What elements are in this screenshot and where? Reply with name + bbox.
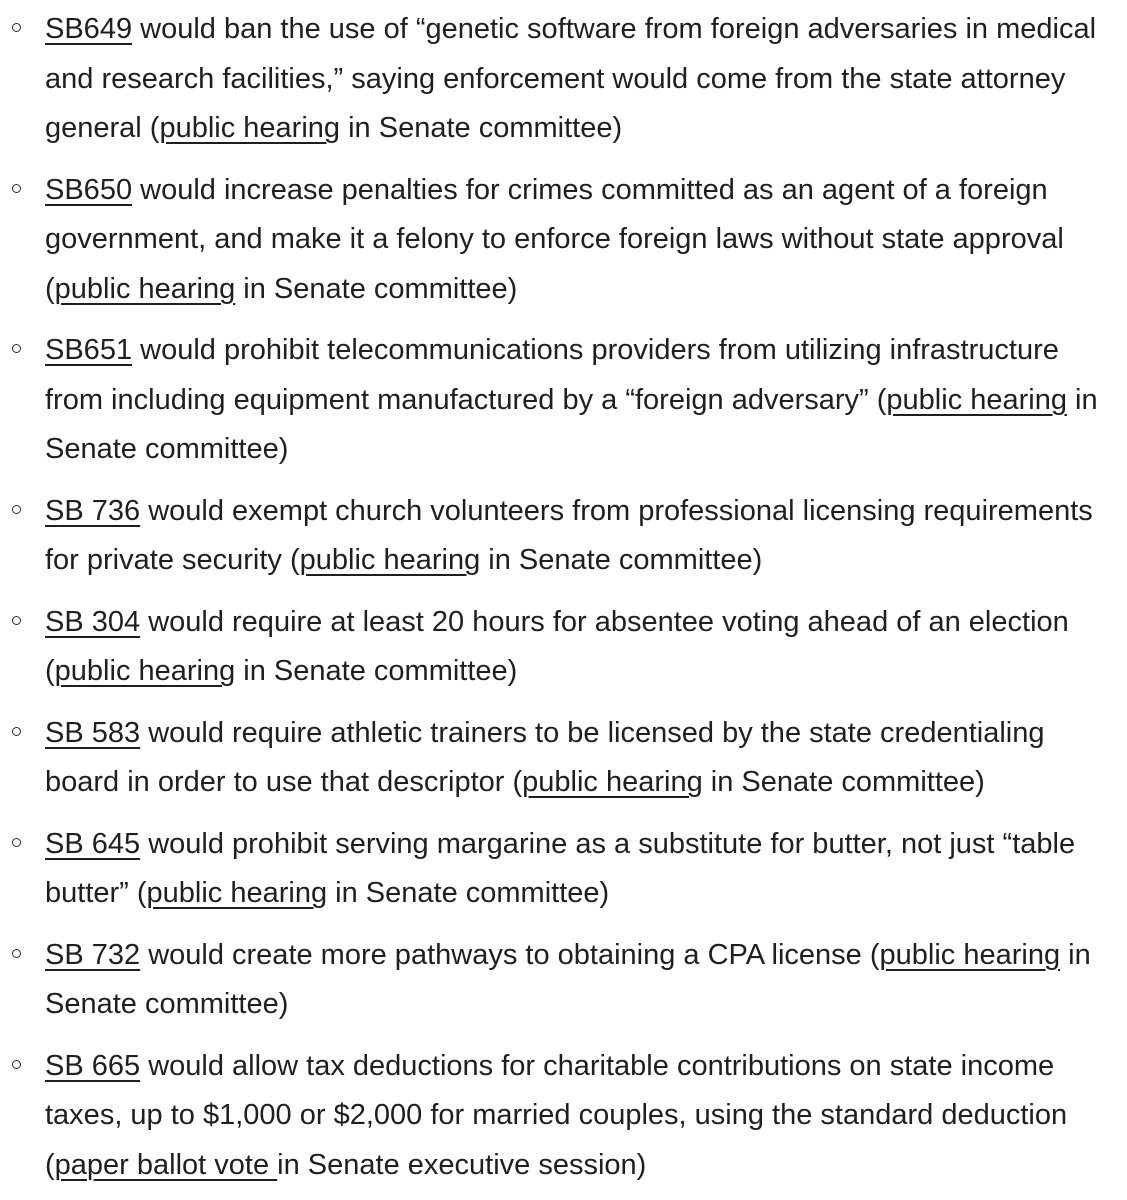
bill-status: in Senate committee) bbox=[327, 877, 610, 909]
list-item bbox=[0, 709, 1127, 808]
bill-status: in Senate committee) bbox=[340, 112, 623, 144]
bill-link[interactable]: SB650 bbox=[45, 173, 133, 206]
hearing-link[interactable]: public hearing bbox=[879, 938, 1061, 971]
list-item bbox=[0, 820, 1127, 919]
bill-status: in Senate committee) bbox=[702, 766, 985, 798]
bill-list bbox=[0, 5, 1127, 1190]
bill-description: would allow tax deductions for charitable contributions on state income taxes, up to $1,000 or $2,000 for married couples, using the standard deduction ( bbox=[45, 1049, 1068, 1181]
hollow-circle-bullet-icon bbox=[12, 616, 21, 625]
bill-status: in Senate committee) bbox=[235, 655, 518, 687]
bill-description: would require at least 20 hours for absentee voting ahead of an election ( bbox=[45, 605, 1069, 687]
hollow-circle-bullet-icon bbox=[12, 1060, 21, 1069]
bill-link[interactable]: SB 665 bbox=[45, 1049, 141, 1082]
bill-description: would prohibit telecommunications providers from utilizing infrastructure from including equipment manufactured by a “foreign adversary” ( bbox=[45, 334, 1059, 416]
bill-link[interactable]: SB 732 bbox=[45, 938, 141, 971]
hollow-circle-bullet-icon bbox=[12, 838, 21, 847]
list-item bbox=[0, 1042, 1127, 1191]
bill-link[interactable]: SB651 bbox=[45, 334, 133, 366]
bill-description: would increase penalties for crimes committed as an agent of a foreign government, and make it a felony to enforce foreign laws without state approval ( bbox=[45, 173, 1064, 305]
hearing-link[interactable]: public hearing bbox=[522, 766, 703, 798]
hollow-circle-bullet-icon bbox=[12, 23, 21, 32]
bill-description: would exempt church volunteers from professional licensing requirements for private security ( bbox=[45, 494, 1093, 576]
bill-link[interactable]: SB 736 bbox=[45, 494, 141, 527]
hearing-link[interactable]: public hearing bbox=[886, 383, 1067, 416]
bill-status: in Senate executive session) bbox=[277, 1148, 647, 1181]
list-item bbox=[0, 326, 1127, 475]
hollow-circle-bullet-icon bbox=[12, 949, 21, 958]
bill-status: in Senate committee) bbox=[45, 938, 1091, 1020]
list-item bbox=[0, 487, 1127, 586]
list-item bbox=[0, 5, 1127, 154]
bill-status: in Senate committee) bbox=[480, 544, 763, 576]
bill-description: would create more pathways to obtaining a CPA license ( bbox=[140, 938, 880, 971]
list-item bbox=[0, 166, 1127, 315]
hollow-circle-bullet-icon bbox=[12, 505, 21, 514]
ballot-vote-link[interactable]: paper ballot vote bbox=[54, 1148, 278, 1181]
hollow-circle-bullet-icon bbox=[12, 344, 21, 353]
bill-link[interactable]: SB 645 bbox=[45, 827, 141, 860]
hollow-circle-bullet-icon bbox=[12, 727, 21, 736]
hearing-link[interactable]: public hearing bbox=[159, 112, 341, 144]
bill-link[interactable]: SB649 bbox=[45, 13, 133, 45]
hollow-circle-bullet-icon bbox=[12, 184, 21, 193]
hearing-link[interactable]: public hearing bbox=[146, 877, 328, 909]
hearing-link[interactable]: public hearing bbox=[54, 655, 236, 687]
bill-link[interactable]: SB 304 bbox=[45, 605, 141, 638]
hearing-link[interactable]: public hearing bbox=[54, 272, 236, 305]
hearing-link[interactable]: public hearing bbox=[299, 544, 481, 576]
list-item bbox=[0, 931, 1127, 1030]
bill-description: would ban the use of “genetic software from foreign adversaries in medical and research facilities,” saying enforcement would come from the state attorney general ( bbox=[45, 13, 1097, 144]
bill-description: would require athletic trainers to be licensed by the state credentialing board in order to use that descriptor ( bbox=[45, 716, 1045, 798]
bill-link[interactable]: SB 583 bbox=[45, 716, 141, 749]
bill-description: would prohibit serving margarine as a substitute for butter, not just “table butter” ( bbox=[45, 827, 1076, 909]
bill-status: in Senate committee) bbox=[235, 272, 518, 305]
list-item bbox=[0, 598, 1127, 697]
bill-status: in Senate committee) bbox=[45, 383, 1098, 465]
